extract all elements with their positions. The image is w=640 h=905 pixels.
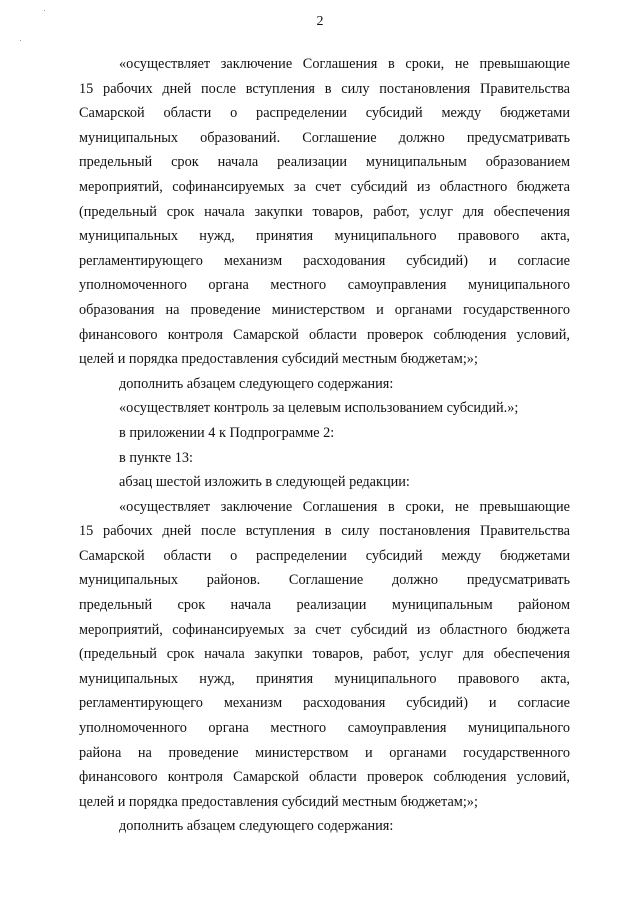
scan-speck xyxy=(20,40,21,41)
text-line: регламентирующего механизм расходования субсидий) и согласие xyxy=(79,695,570,712)
text-line: образования на проведение министерством и органами государственного xyxy=(79,301,570,318)
text-line: финансового контроля Самарской области проверок соблюдения условий, xyxy=(79,769,570,786)
text-line: «осуществляет контроль за целевым использованием субсидий.»; xyxy=(119,400,519,417)
text-line: регламентирующего механизм расходования субсидий) и согласие xyxy=(79,252,570,269)
text-line: муниципальных районов. Соглашение должно предусматривать xyxy=(79,572,570,589)
text-line: мероприятий, софинансируемых за счет субсидий из областного бюджета xyxy=(79,178,570,195)
text-line: «осуществляет заключение Соглашения в сроки, не превышающие xyxy=(119,56,570,72)
text-line: муниципальных образований. Соглашение должно предусматривать xyxy=(79,129,570,146)
text-line: «осуществляет заключение Соглашения в сроки, не превышающие xyxy=(119,498,570,515)
document-body xyxy=(79,52,570,839)
text-line: финансового контроля Самарской области проверок соблюдения условий, xyxy=(79,326,570,343)
text-line: Самарской области о распределении субсидий между бюджетами xyxy=(79,105,570,122)
text-line: 15 рабочих дней после вступления в силу постановления Правительства xyxy=(79,80,570,97)
text-line: целей и порядка предоставления субсидий местным бюджетам;»; xyxy=(79,793,478,810)
text-line: уполномоченного органа местного самоуправления муниципального xyxy=(79,720,570,737)
text-line: муниципальных нужд, принятия муниципального правового акта, xyxy=(79,228,570,245)
text-line: мероприятий, софинансируемых за счет субсидий из областного бюджета xyxy=(79,621,570,638)
text-line: района на проведение министерством и органами государственного xyxy=(79,744,570,761)
text-line: дополнить абзацем следующего содержания: xyxy=(119,375,394,392)
text-line: (предельный срок начала закупки товаров, работ, услуг для обеспечения xyxy=(79,646,570,663)
text-line: Самарской области о распределении субсидий между бюджетами xyxy=(79,547,570,564)
text-line: предельный срок начала реализации муниципальным районом xyxy=(79,597,570,614)
scan-speck xyxy=(44,10,45,11)
text-line: 15 рабочих дней после вступления в силу постановления Правительства xyxy=(79,523,570,540)
text-line: дополнить абзацем следующего содержания: xyxy=(119,818,394,835)
text-line: абзац шестой изложить в следующей редакции: xyxy=(119,474,410,491)
text-line: муниципальных нужд, принятия муниципального правового акта, xyxy=(79,670,570,687)
text-line: предельный срок начала реализации муниципальным образованием xyxy=(79,154,570,171)
text-line: в пункте 13: xyxy=(119,449,193,466)
text-line: уполномоченного органа местного самоуправления муниципального xyxy=(79,277,570,294)
text-line: (предельный срок начала закупки товаров, работ, услуг для обеспечения xyxy=(79,203,570,220)
text-line: в приложении 4 к Подпрограмме 2: xyxy=(119,424,335,441)
page-number: 2 xyxy=(316,14,324,29)
text-line: целей и порядка предоставления субсидий местным бюджетам;»; xyxy=(79,351,478,368)
